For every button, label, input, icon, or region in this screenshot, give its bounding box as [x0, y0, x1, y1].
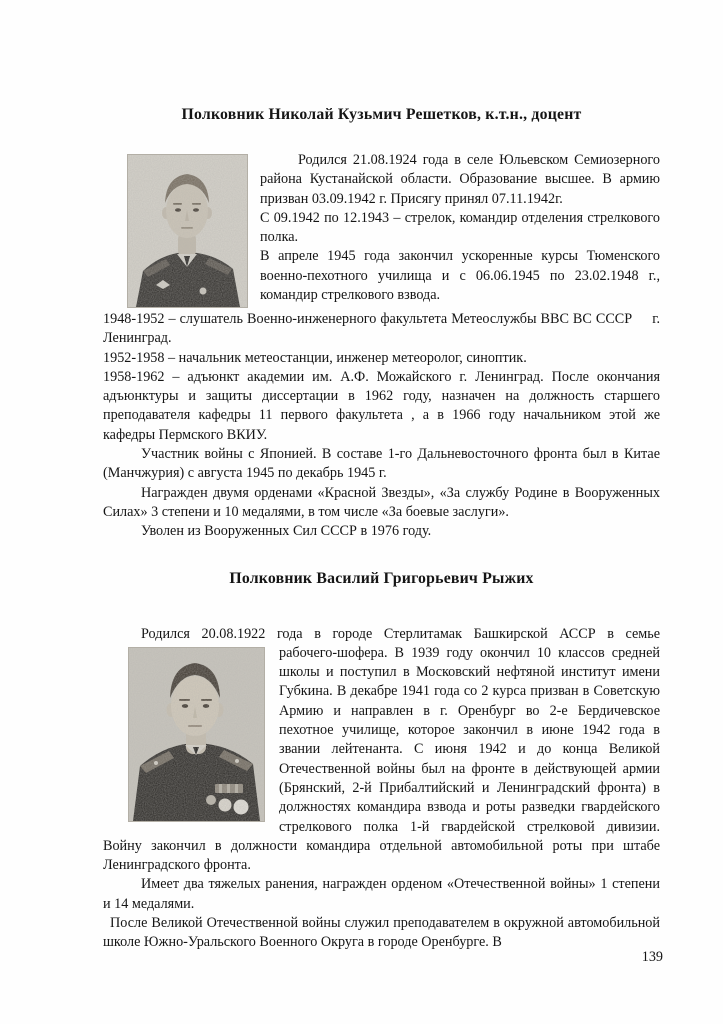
paragraph: Участник войны с Японией. В составе 1-го Дальневосточного фронта был в Китае (Манчжурия) с августа 1945 по декабрь 1945 г. [103, 446, 660, 482]
portrait-photo-reshetkov [127, 154, 248, 308]
page-content [103, 104, 660, 953]
section-title-ryzhikh: Полковник Василий Григорьевич Рыжих [229, 569, 534, 587]
section-title-reshetkov: Полковник Николай Кузьмич Решетков, к.т.н., доцент [181, 106, 582, 123]
paragraph: В апреле 1945 года закончил ускоренные курсы Тюменского военно-пехотного училища и с 06.06.1945 по 23.02.1948 г., командир стрелкового взвода. [260, 248, 660, 304]
paragraph: 1952-1958 – начальник метеостанции, инженер метеоролог, синоптик. [103, 349, 527, 366]
page-number: 139 [641, 949, 663, 965]
paragraph-intro-line: Родился 20.08.1922 года в городе Стерлитамак Башкирской АССР в семье [141, 625, 660, 642]
paragraph: 1958-1962 – адъюнкт академии им. А.Ф. Можайского г. Ленинград. После окончания адъюнктуры и защиты диссертации в 1962 году, назначен на должность старшего преподавателя кафедры 11 первого факультета , а в 1966 году начальником этой же кафедры Пермского ВКИУ. [103, 368, 660, 443]
paragraph: Родился 21.08.1924 года в селе Юльевском Семиозерного района Кустанайской области. Образование высшее. В армию призван 03.09.1942 г. Присягу принял 07.11.1942г. [260, 152, 660, 207]
paragraph: Уволен из Вооруженных Сил СССР в 1976 году. [141, 523, 432, 540]
paragraph: Имеет два тяжелых ранения, награжден орденом «Отечественной войны» 1 степени и 14 медалями. [103, 876, 660, 912]
portrait-reshetkov-shapes [128, 155, 247, 307]
paragraph: 1948-1952 – слушатель Военно-инженерного факультета Метеослужбы ВВС ВС СССР г. Ленинград. [103, 311, 660, 347]
biography-reshetkov [103, 151, 660, 542]
portrait-reshetkov-graphic [128, 155, 247, 307]
paragraph: После Великой Отечественной войны служил преподавателем в окружной автомобильной школе Южно-Уральского Военного Округа в городе Оренбурге. В [103, 915, 660, 951]
portrait-ryzhikh-graphic [129, 648, 264, 821]
biography-ryzhikh [103, 644, 660, 953]
paragraph: Награжден двумя орденами «Красной Звезды», «За службу Родине в Вооруженных Силах» 3 степени и 10 медалями, в том числе «За боевые заслуги». [103, 484, 660, 520]
paragraph: рабочего-шофера. В 1939 году окончил 10 классов средней школы и поступил в Московский нефтяной институт имени Губкина. В декабре 1941 года со 2 курса призван в Советскую Армию и направлен в г. Оренбург во 2-е Бердичевское пехотное училище, которое закончил в июне 1942 года в звании лейтенанта. С июня 1942 и до конца Великой Отечественной войны был на фронте в действующей армии (Брянский, 2-й Прибалтийский и Ленинградский фронта) в должностях командира взвода и роты разведки гвардейского стрелкового полка 1-й гвардейской стрелковой дивизии. Войну закончил в должности командира отдельной автомобильной роты при штабе Ленинградского фронта. [103, 644, 660, 874]
portrait-photo-ryzhikh [128, 647, 265, 822]
portrait-ryzhikh-shapes [129, 648, 264, 821]
paragraph: С 09.1942 по 12.1943 – стрелок, командир отделения стрелкового полка. [260, 209, 660, 246]
